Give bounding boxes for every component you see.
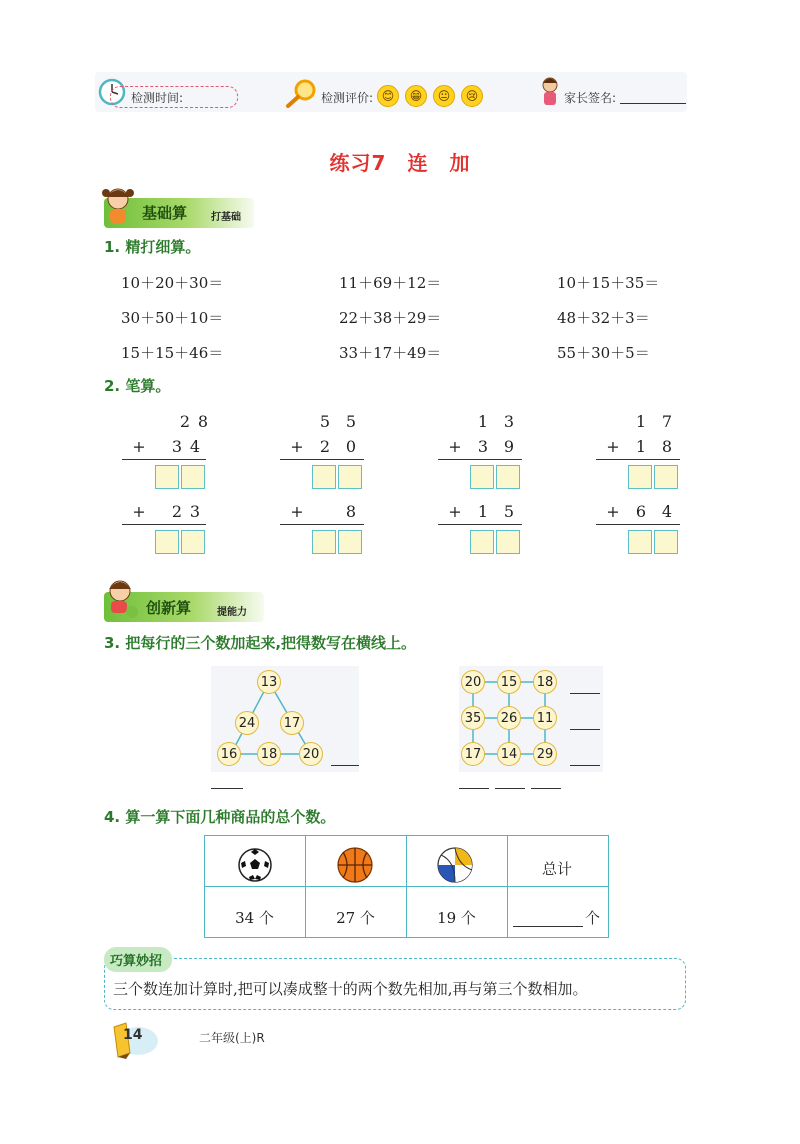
p4-op1: + — [606, 437, 620, 456]
answer-blank[interactable] — [570, 765, 600, 766]
p4-sum-line — [596, 459, 680, 460]
grid-node: 26 — [497, 706, 521, 730]
p2-third-ones: 8 — [345, 502, 357, 521]
answer-blank[interactable] — [531, 788, 561, 789]
page-number: 14 — [123, 1027, 143, 1043]
volleyball-icon — [436, 846, 474, 884]
triangle-node: 16 — [217, 742, 241, 766]
smile-face-icon[interactable]: 😊 — [377, 85, 399, 107]
section1-subtitle: 打基础 — [211, 212, 241, 223]
p3-second-ones: 9 — [503, 437, 515, 456]
p2-top-ones: 5 — [345, 412, 357, 431]
grid-node: 15 — [497, 670, 521, 694]
tip-text: 三个数连加计算时,把可以凑成整十的两个数先相加,再与第三个数相加。 — [113, 980, 588, 998]
p1-op2: + — [132, 502, 146, 521]
answer-blank[interactable] — [570, 729, 600, 730]
child-figure-icon — [538, 76, 562, 108]
q1-expression: 55＋30＋5＝ — [557, 344, 650, 362]
p1-op1: + — [132, 437, 146, 456]
time-label: 检测时间: — [131, 91, 184, 105]
p4-op2: + — [606, 502, 620, 521]
page-title: 练习7 连 加 — [329, 151, 471, 175]
sign-label: 家长签名: — [564, 91, 617, 105]
p4-sum-line2 — [596, 524, 680, 525]
p2-second-tens: 2 — [319, 437, 331, 456]
p4-top-tens: 1 — [635, 412, 647, 431]
soccer-count: 34 个 — [235, 909, 274, 927]
section1-title: 基础算 — [142, 204, 188, 222]
p2-answer1-tens[interactable] — [312, 465, 336, 489]
triangle-node: 20 — [299, 742, 323, 766]
q1-expression: 48＋32＋3＝ — [557, 309, 650, 327]
p4-answer1-tens[interactable] — [628, 465, 652, 489]
p2-sum-line — [280, 459, 364, 460]
p4-third-ones: 4 — [661, 502, 673, 521]
q1-expression: 30＋50＋10＝ — [121, 309, 224, 327]
p3-answer1-tens[interactable] — [470, 465, 494, 489]
q1-expression: 33＋17＋49＝ — [339, 344, 442, 362]
eval-label: 检测评价: — [321, 91, 374, 105]
answer-blank[interactable] — [495, 788, 525, 789]
p2-answer2-tens[interactable] — [312, 530, 336, 554]
p2-op1: + — [290, 437, 304, 456]
p3-top-tens: 1 — [477, 412, 489, 431]
q1-expression: 10＋15＋35＝ — [557, 274, 660, 292]
p3-sum-line — [438, 459, 522, 460]
p3-op2: + — [448, 502, 462, 521]
grade-label: 二年级(上)R — [199, 1031, 265, 1045]
p1-sum-line — [122, 459, 206, 460]
grid-node: 18 — [533, 670, 557, 694]
grid-node: 14 — [497, 742, 521, 766]
p3-third-ones: 5 — [503, 502, 515, 521]
p3-third-tens: 1 — [477, 502, 489, 521]
grid-node: 17 — [461, 742, 485, 766]
q1-label: 1. 精打细算。 — [104, 238, 201, 256]
magnifier-icon — [285, 78, 319, 108]
p3-sum-line2 — [438, 524, 522, 525]
volleyball-count: 19 个 — [437, 909, 476, 927]
neutral-face-icon[interactable]: 😐 — [433, 85, 455, 107]
basketball-icon — [336, 846, 374, 884]
p4-third-tens: 6 — [635, 502, 647, 521]
p4-top-ones: 7 — [661, 412, 673, 431]
p1-second-ones: 4 — [189, 437, 201, 456]
p1-sum-line2 — [122, 524, 206, 525]
grid-node: 35 — [461, 706, 485, 730]
triangle-node: 18 — [257, 742, 281, 766]
q2-label: 2. 笔算。 — [104, 377, 171, 395]
q1-expression: 22＋38＋29＝ — [339, 309, 442, 327]
total-unit: 个 — [585, 909, 601, 927]
p4-answer2-ones[interactable] — [654, 530, 678, 554]
p4-second-tens: 1 — [635, 437, 647, 456]
section2-title: 创新算 — [146, 599, 192, 617]
q4-label: 4. 算一算下面几种商品的总个数。 — [104, 808, 336, 826]
p1-second-tens: 3 — [171, 437, 183, 456]
q1-expression: 11＋69＋12＝ — [339, 274, 442, 292]
grid-node: 29 — [533, 742, 557, 766]
p4-second-ones: 8 — [661, 437, 673, 456]
soccer-ball-icon — [237, 847, 273, 883]
q1-expression: 15＋15＋46＝ — [121, 344, 224, 362]
answer-blank[interactable] — [570, 693, 600, 694]
p1-third-tens: 2 — [171, 502, 183, 521]
triangle-node: 24 — [235, 711, 259, 735]
p1-answer1-tens[interactable] — [155, 465, 179, 489]
p2-sum-line2 — [280, 524, 364, 525]
triangle-node: 13 — [257, 670, 281, 694]
answer-blank[interactable] — [331, 765, 359, 766]
tip-tag: 巧算妙招 — [104, 947, 172, 972]
grid-node: 11 — [533, 706, 557, 730]
p3-second-tens: 3 — [477, 437, 489, 456]
p2-op2: + — [290, 502, 304, 521]
sad-face-icon[interactable]: 😢 — [461, 85, 483, 107]
p3-answer2-ones[interactable] — [496, 530, 520, 554]
answer-blank[interactable] — [211, 788, 243, 789]
sign-line[interactable] — [620, 103, 686, 104]
p2-top-tens: 5 — [319, 412, 331, 431]
p2-answer2-ones[interactable] — [338, 530, 362, 554]
p1-answer2-ones[interactable] — [181, 530, 205, 554]
p3-answer2-tens[interactable] — [470, 530, 494, 554]
q1-expression: 10＋20＋30＝ — [121, 274, 224, 292]
p1-top-ones: 8 — [197, 412, 209, 431]
answer-blank[interactable] — [459, 788, 489, 789]
p2-second-ones: 0 — [345, 437, 357, 456]
p2-answer1-ones[interactable] — [338, 465, 362, 489]
grid-node: 20 — [461, 670, 485, 694]
p1-answer1-ones[interactable] — [181, 465, 205, 489]
triangle-node: 17 — [280, 711, 304, 735]
basketball-count: 27 个 — [336, 909, 375, 927]
total-answer-blank[interactable] — [513, 926, 583, 927]
p3-answer1-ones[interactable] — [496, 465, 520, 489]
p4-answer1-ones[interactable] — [654, 465, 678, 489]
runner-mascot-icon — [100, 578, 142, 622]
girl-mascot-icon — [98, 185, 138, 227]
p1-top-tens: 2 — [179, 412, 191, 431]
grin-face-icon[interactable]: 😁 — [405, 85, 427, 107]
p1-third-ones: 3 — [189, 502, 201, 521]
p4-answer2-tens[interactable] — [628, 530, 652, 554]
section2-subtitle: 提能力 — [217, 607, 247, 618]
p3-op1: + — [448, 437, 462, 456]
q3-label: 3. 把每行的三个数加起来,把得数写在横线上。 — [104, 634, 417, 652]
total-header: 总计 — [541, 860, 572, 878]
table-col-divider — [507, 835, 508, 938]
p1-answer2-tens[interactable] — [155, 530, 179, 554]
p3-top-ones: 3 — [503, 412, 515, 431]
